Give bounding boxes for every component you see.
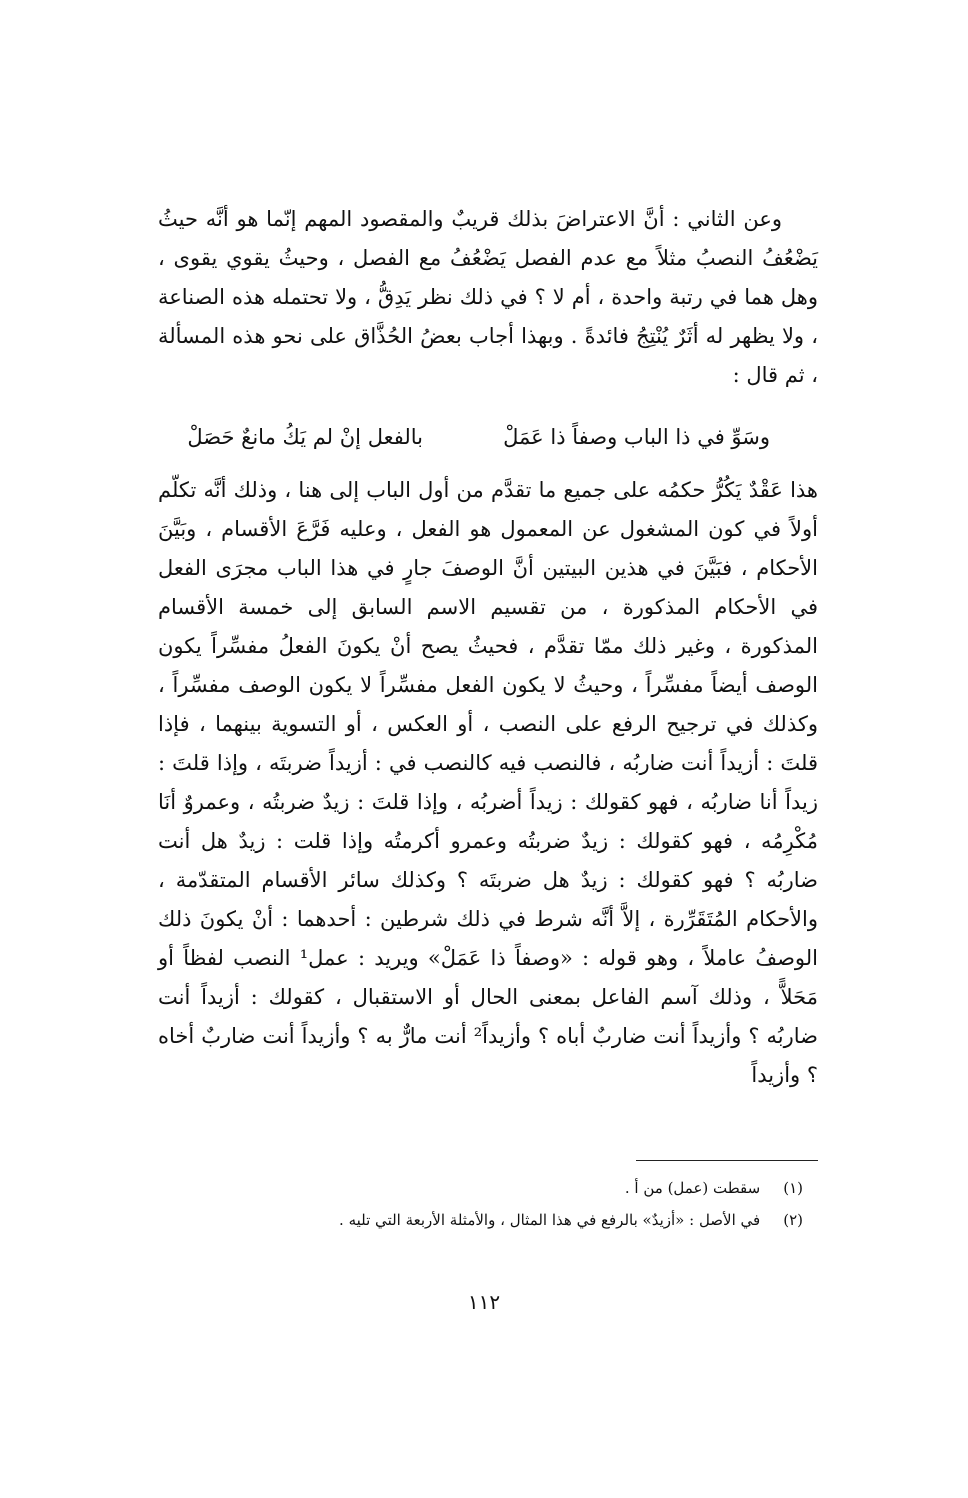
page-number: ١١٢ (467, 1290, 501, 1314)
main-text (158, 200, 818, 1095)
footnote-number: (١) (783, 1179, 803, 1197)
footnote-number: (٢) (783, 1211, 803, 1229)
paragraph-commentary: هذا عَقْدٌ يَكُرُّ حكمُه على جميع ما تقدَّم من أول الباب إلى هنا ، وذلك أنَّه تكلّم أولاً في كون المشغول عن المعمول هو الفعل ، وعليه فَرَّعَ الأقسام ، وبَيَّنَ الأحكام ، فبَيَّنَ في هذين البيتين أنَّ الوصفَ جارٍ في هذا الباب مجرَى الفعل في الأحكام المذكورة ، من تقسيم الاسم السابق إلى خمسة الأقسام المذكورة ، وغير ذلك ممّا تقدَّم ، فحيثُ يصح أنْ يكونَ الفعلُ مفسِّراً يكون الوصف أيضاً مفسِّراً ، وحيثُ لا يكون الفعل مفسِّراً لا يكون الوصف مفسِّراً ، وكذلك في ترجيح الرفع على النصب ، أو العكس ، أو التسوية بينهما ، فإذا قلتَ : أزيداً أنت ضاربُه ، فالنصب فيه كالنصب في : أزيداً ضربتَه ، وإذا قلتَ : زيداً أنا ضاربُه ، فهو كقولك : زيداً أضربُه ، وإذا قلتَ : زيدٌ ضربتُه ، وعمروٌ أنَا مُكْرِمُه ، فهو كقولك : زيدٌ ضربتُه وعمرو أكرمتُه وإذا قلت : زيدٌ هل أنت ضاربُه ؟ فهو كقولك : زيدٌ هل ضربتَه ؟ وكذلك سائر الأقسام المتقدّمة ، والأحكام المُتَقَرِّرة ، إلاَّ أنَّه شرط في ذلك شرطين : أحدهما : أنْ يكونَ ذلك الوصفُ عاملاً ، وهو قوله : «وصفاً ذا عَمَلْ» ويريد : عمل¹ النصب لفظاً أو مَحَلاًّ ، وذلك آسم الفاعل بمعنى الحال أو الاستقبال ، كقولك : أزيداً أنت ضاربُه ؟ وأزيداً أنت ضاربٌ أباه ؟ وأزيداً² أنت مارٌّ به ؟ وأزيداً أنت ضاربٌ أخاه ؟ وأزيداً (158, 478, 819, 1087)
footnote-separator (636, 1160, 818, 1161)
paragraph-first: وعن الثاني : أنَّ الاعتراضَ بذلك قريبٌ والمقصود المهم إنّما هو أنَّه حيثُ يَضْعُفُ النصبُ مثلاً مع عدم الفصل يَضْعُفُ مع الفصل ، وحيثُ يقوي يقوى ، وهل هما في رتبة واحدة ، أم لا ؟ في ذلك نظر يَدِقُّ ، ولا تحتمله هذه الصناعة ، ولا يظهر له أثَرٌ يُنْتِجُ فائدةً . وبهذا أجاب بعضُ الحُذَّاق على نحو هذه المسألة ، ثم قال : (158, 207, 818, 387)
footnotes (163, 1172, 803, 1236)
poetry-verse (158, 411, 818, 463)
footnote-text: سقطت (عمل) من أ . (624, 1179, 761, 1197)
footnote-1 (163, 1172, 803, 1204)
verse-first-hemistich: وسَوِّ في ذا الباب وصفاً ذا عَمَلْ (503, 425, 770, 449)
footnote-text: في الأصل : «أزيدٌ» بالرفع في هذا المثال ، والأمثلة الأربعة التي تليه . (339, 1211, 761, 1229)
footnote-2 (163, 1204, 803, 1236)
verse-second-hemistich: بالفعل إنْ لم يَكُ مانعٌ حَصَلْ (187, 425, 423, 449)
